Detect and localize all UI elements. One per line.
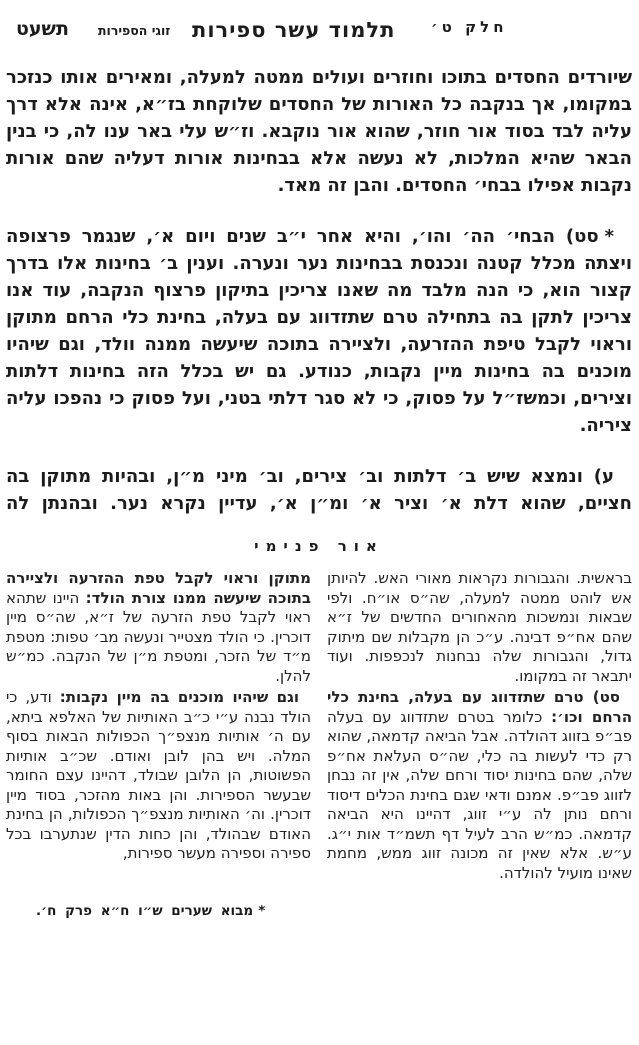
page-header [6, 0, 632, 48]
note-text: כלומר בטרם שתזדווג עם בעלה פב״פ בזווג דהולדה. אבל הביאה קדמאה, שהוא רק כדי לעשות בה כלי, שה״ס העלאת אח״פ שלה, שהם בחינות יסוד ורחם שלה, אין זה נבחן לזווג פב״פ. אמנם ודאי שגם בחינת הכלים דיסוד ורחם נותן לה ע״י זווג, דהיינו היא הביאה קדמאה. כמ״ש הרב לעיל דף תשמ״ד אות י״ג. ע״ש. אלא שאין זה מכונה זווג ממש, מחמת שאינו מועיל להולדה. [327, 707, 632, 882]
note-mayin-nukvin [6, 688, 311, 864]
footnote [36, 903, 632, 919]
part-label: חלק ט׳ [431, 18, 508, 36]
note-continuation: בראשית. והגבורות נקראות מאורי האש. להיותן אש לוהט ממטה למעלה, שה״ס או״ח. ולפי שבאות ונמשכות מהאחורים החדשים של ז״א שהם אח״פ דבינה. ע״כ הן מקבלות שם מיתוק גדול, והגבורות שלה נבחנות לנכפפות. ועוד יתבאר זה במקומו. [327, 569, 632, 685]
paragraph-samech-tet [6, 223, 632, 439]
column-right [327, 569, 632, 883]
section-topic: זוגי הספירות [98, 23, 171, 38]
column-left [6, 569, 311, 864]
note-seed-drop [6, 569, 311, 686]
footnote-asterisk: * [604, 226, 614, 247]
note-samech-tet [327, 688, 632, 883]
page-title: תלמוד עשר ספירות [192, 18, 396, 42]
paragraph-text: ונמצא שיש ב׳ דלתות וב׳ צירים, וב׳ מיני מ״ן, ובהיות מתוקן בה חציים, שהוא דלת א׳ וציר א׳ ומ״ן א׳, עדיין נקרא נער. ובהנתן לה [6, 466, 632, 514]
paragraph-text: הבחי׳ הה׳ והו׳, והיא אחר י״ב שנים ויום א׳, שנגמר פרצופה ויצתה מכלל קטנה ונכנסת בבחינות נער ונערה. וענין ב׳ בחינות אלו בדרך קצור הוא, כי הנה מלבד מה שאנו צריכין בתיקון פרצוף הנקבה, עוד אנו צריכין לתקן בה בתחילה טרם שתזדווג עם בעלה, בחינת כלי הרחם מתוקן וראוי לקבל טיפת ההזרעה, ולציירה בתוכה שיעשה ממנה וולד, וגם שיהיו מוכנים בה בחינות מיין נקבות, כנודע. גם יש בכלל הזה בחינות דלתות וצירים, וכמשז״ל על פסוק, כי לא סגר דלתי בטני, ועל פסוק כי נהפכו עליה ציריה. [6, 226, 632, 436]
paragraph-continuation: שיורדים החסדים בתוכו וחוזרים ועולים ממטה למעלה, ומאירים אותו כנזכר במקומו, אך בנקבה כל האורות של החסדים שלוקחת בז״א, אינה אלא דרך עליה לבד בסוד אור חוזר, שהוא אור נוקבא. וז״ש עלי באר ענו לה, כי בנין הבאר שהיא המלכות, לא נעשה אלא בבחינות אורות דעליה שהם אורות נקבות אפילו בבחי׳ החסדים. והבן זה מאד. [6, 67, 632, 196]
page-number: תשעט [16, 18, 69, 40]
note-lead: וגם שיהיו מוכנים בה מיין נקבות: [59, 688, 299, 706]
paragraph-number: סט) [565, 226, 599, 247]
note-lead: סט) טרם שתזדווג עם בעלה, בחינת כלי הרחם וכו׳: [327, 688, 632, 726]
note-text: היינו שתהא ראוי לקבל טפת הזרעה של ז״א, שה״ס מיין דוכרין. כי הולד מצטייר ונעשה מב׳ טפות: מטפת מ״ד של הזכר, ומטפת מ״ן של הנקבה. כמ״ש להלן. [6, 588, 311, 685]
footnote-text: מבוא שערים ש״ו ח״א פרק ח׳. [36, 903, 254, 919]
main-text [6, 64, 632, 517]
note-lead: מתוקן וראוי לקבל טפת ההזרעה ולציירה בתוכה שיעשה ממנו צורת הולד: [6, 569, 311, 607]
footnote-asterisk: * [258, 903, 266, 919]
inner-light-heading: אור פנימי [254, 537, 384, 555]
note-text: ודע, כי הולד נבנה ע״י כ״ב האותיות של האלפא ביתא, עם ה׳ אותיות מנצפ״ך הכפולות הבאות בסוף המלה. ויש בהן לובן ואודם. שכ״ב אותיות הפשוטות, הן הלובן שבולד, דהיינו עצם החומר שבעשר הספירות. והן באות מהזכר, בסוד מיין דוכרין. וה׳ האותיות מנצפ״ך הכפולות, הן בחינת האודם שבהולד, והן כחות הדין שנתערבו בכל ספירה וספירה מעשר ספירות, [6, 688, 311, 862]
paragraph-number: ע) [593, 466, 614, 487]
paragraph-ayin [6, 463, 632, 517]
inner-light-columns [6, 569, 632, 883]
